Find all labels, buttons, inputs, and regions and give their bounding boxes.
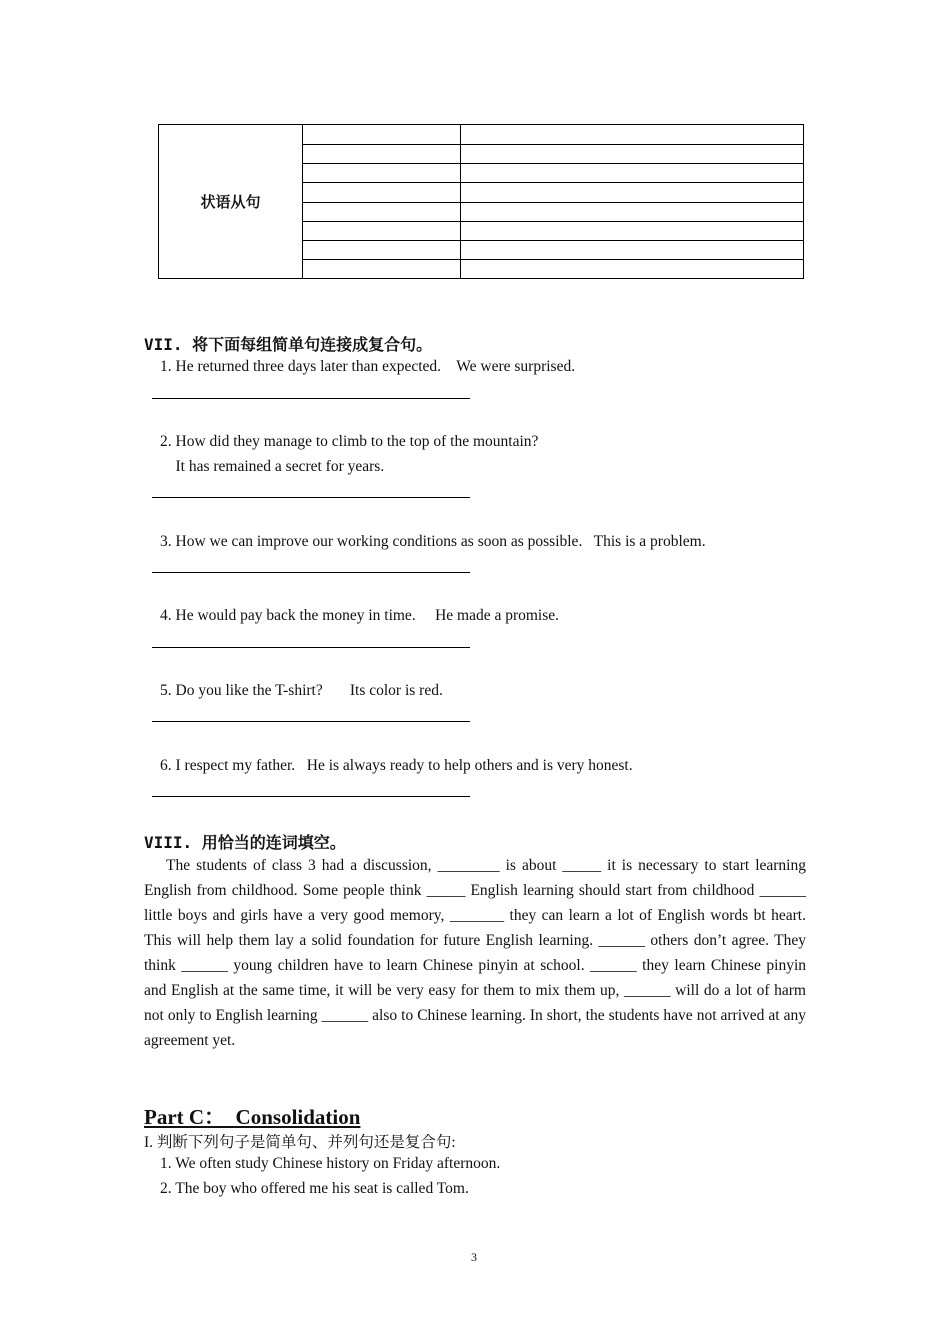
table-row-line (302, 163, 803, 164)
table-row-line (302, 144, 803, 145)
part-c-instruction: I. 判断下列句子是简单句、并列句还是复合句: (144, 1134, 456, 1151)
part-c-item-1: 1. We often study Chinese history on Friday afternoon. (160, 1155, 501, 1172)
part-c-item-2: 2. The boy who offered me his seat is called Tom. (160, 1180, 469, 1197)
part-c-title: Part C： Consolidation (144, 1105, 361, 1129)
clause-table (158, 124, 804, 279)
page-number: 3 (471, 1250, 477, 1264)
table-row-line (302, 202, 803, 203)
section-8-heading: VIII. 用恰当的连词填空。 (144, 833, 346, 852)
sentence-item-4: 4. He would pay back the money in time. He made a promise. (160, 607, 560, 624)
sentence-item-6: 6. I respect my father. He is always ready to help others and is very honest. (160, 757, 633, 774)
table-row-line (302, 182, 803, 183)
answer-line-1[interactable] (152, 398, 470, 399)
table-row-line (302, 221, 803, 222)
answer-line-2[interactable] (152, 497, 470, 498)
answer-line-4[interactable] (152, 647, 470, 648)
answer-line-3[interactable] (152, 572, 470, 573)
table-row-line (302, 259, 803, 260)
answer-line-6[interactable] (152, 796, 470, 797)
sentence-item-3: 3. How we can improve our working conditions as soon as possible. This is a problem. (160, 533, 706, 550)
sentence-item-2: 2. How did they manage to climb to the top of the mountain? (160, 433, 539, 450)
answer-line-5[interactable] (152, 721, 470, 722)
sentence-item-5: 5. Do you like the T-shirt? Its color is red. (160, 682, 443, 699)
cloze-paragraph: The students of class 3 had a discussion, ________ is about _____ it is necessary to start learning English from childhood. Some people think _____ English learning should start from childhood ______ little boys and girls have a very good memory, _______ they can learn a lot of English words bt heart. This will help them lay a solid foundation for future English learning. ______ others don’t agree. They think ______ young children have to learn Chinese pinyin at school. ______ they learn Chinese pinyin and English at the same time, it will be very easy for them to mix them up, ______ will do a lot of harm not only to English learning ______ also to Chinese learning. In short, the students have not arrived at any agreement yet. (144, 857, 806, 1049)
sentence-item-1: 1. He returned three days later than expected. We were surprised. (160, 358, 576, 375)
table-label: 状语从句 (200, 193, 261, 211)
table-row-line (302, 240, 803, 241)
sentence-item-2-cont: It has remained a secret for years. (160, 458, 385, 475)
section-7-heading: VII. 将下面每组简单句连接成复合句。 (144, 335, 433, 354)
